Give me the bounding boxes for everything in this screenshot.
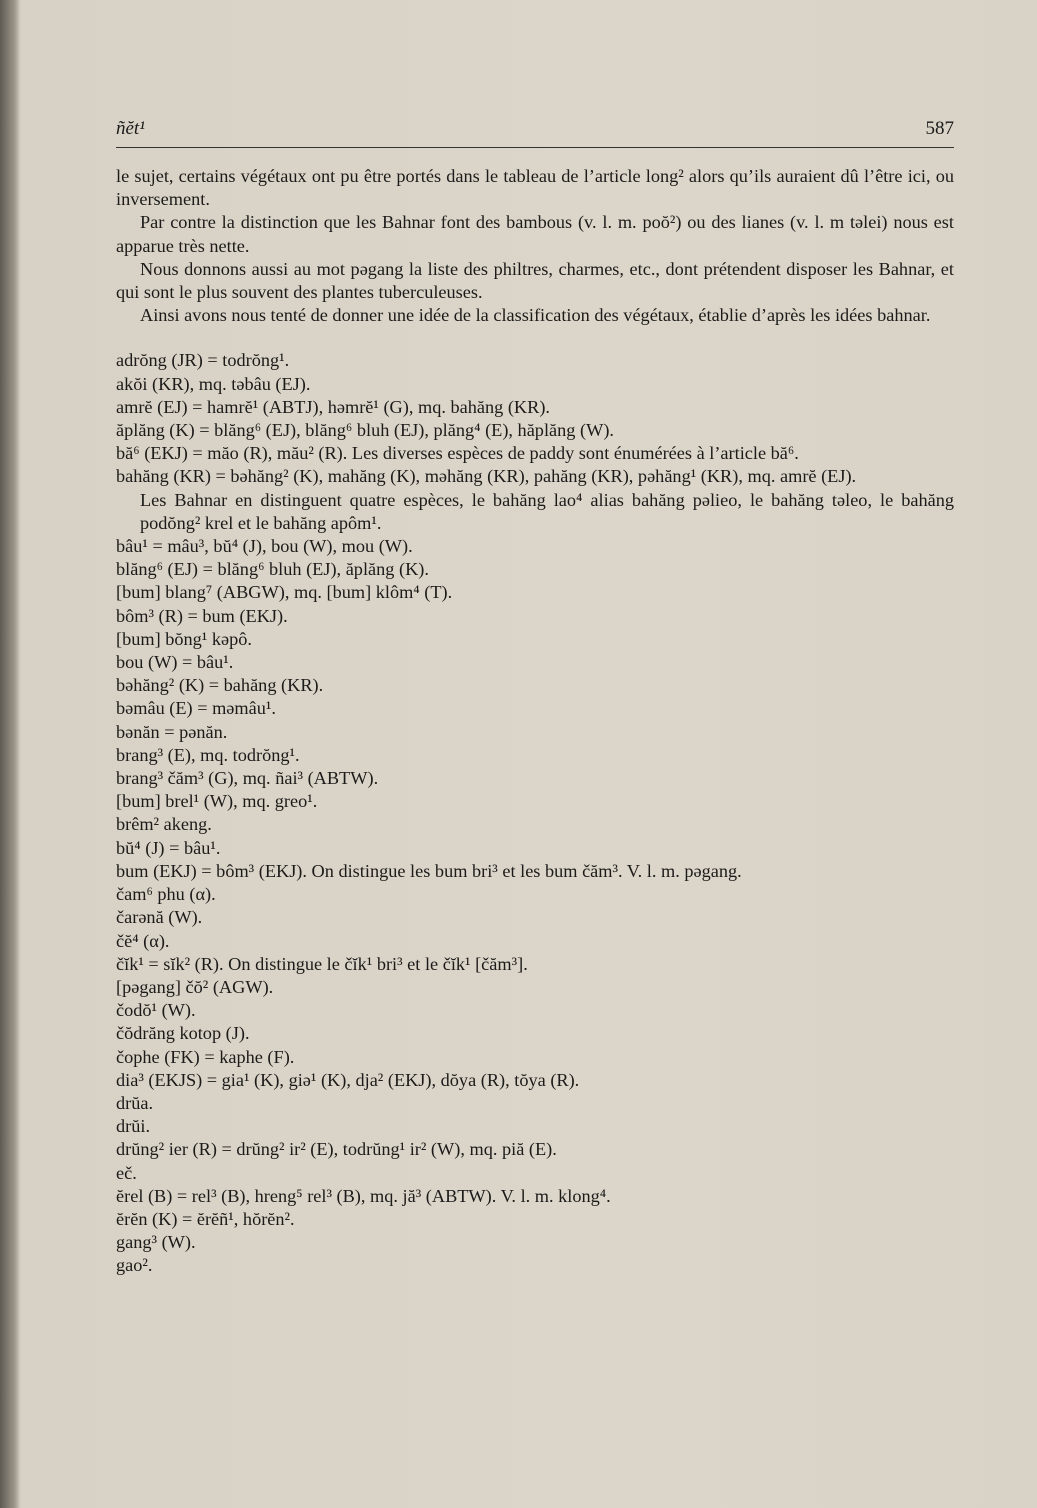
dictionary-entry: bôm³ (R) = bum (EKJ).	[116, 605, 288, 626]
dictionary-entry: ăplăng (K) = blăng⁶ (EJ), blăng⁶ bluh (EJ), plăng⁴ (E), hăplăng (W).	[116, 420, 614, 441]
dictionary-entry: brang³ čăm³ (G), mq. ñai³ (ABTW).	[116, 768, 379, 789]
paragraph: Nous donnons aussi au mot pəgang la liste des philtres, charmes, etc., dont prétendent disposer les Bahnar, et qui sont le plus souvent des plantes tuberculeuses.	[116, 258, 954, 303]
dictionary-entry: bənăn = pənăn.	[116, 721, 228, 742]
dictionary-entry: akŏi (KR), mq. təbâu (EJ).	[116, 373, 311, 394]
page-gutter	[0, 0, 20, 1508]
dictionary-entry: bŭ⁴ (J) = bâu¹.	[116, 837, 221, 858]
dictionary-entry: [pəgang] čŏ² (AGW).	[116, 976, 274, 997]
dictionary-entry: čodŏ¹ (W).	[116, 1000, 196, 1021]
dictionary-entry: ĕrel (B) = rel³ (B), hreng⁵ rel³ (B), mq. jă³ (ABTW). V. l. m. klong⁴.	[116, 1185, 611, 1206]
paragraph: Ainsi avons nous tenté de donner une idée de la classification des végétaux, établie d’après les idées bahnar.	[140, 305, 931, 326]
dictionary-entry: čĕ⁴ (α).	[116, 930, 170, 951]
dictionary-entry: bəmâu (E) = məmâu¹.	[116, 698, 276, 719]
dictionary-entry: drŭi.	[116, 1116, 151, 1137]
dictionary-entry: gao².	[116, 1255, 153, 1276]
dictionary-entry: blăng⁶ (EJ) = blăng⁶ bluh (EJ), ăplăng (K).	[116, 559, 429, 580]
dictionary-entry: bum (EKJ) = bôm³ (EKJ). On distingue les bum bri³ et les bum čăm³. V. l. m. pəgang.	[116, 860, 742, 881]
dictionary-entry: brêm² akeng.	[116, 814, 212, 835]
dictionary-entry: adrŏng (JR) = todrŏng¹.	[116, 350, 290, 371]
running-head: ñĕt¹	[116, 118, 145, 139]
paragraph: Par contre la distinction que les Bahnar font des bambous (v. l. m. poŏ²) ou des lianes (v. l. m təlei) nous est apparue très nette.	[116, 212, 954, 256]
dictionary-entry: bou (W) = bâu¹.	[116, 652, 234, 673]
dictionary-entry: bă⁶ (EKJ) = măo (R), mău² (R). Les diverses espèces de paddy sont énumérées à l’article bă⁶.	[116, 443, 799, 464]
dictionary-entry: čŏdrăng kotop (J).	[116, 1023, 250, 1044]
dictionary-entry: bahăng (KR) = bəhăng² (K), mahăng (K), məhăng (KR), pahăng (KR), pəhăng¹ (KR), mq. amrĕ (EJ).	[116, 466, 857, 487]
dictionary-entry: bâu¹ = mâu³, bŭ⁴ (J), bou (W), mou (W).	[116, 536, 413, 557]
dictionary-entry: [bum] brel¹ (W), mq. greo¹.	[116, 791, 318, 812]
dictionary-entry: drŭa.	[116, 1092, 154, 1113]
dictionary-entry: čophe (FK) = kaphe (F).	[116, 1046, 295, 1067]
dictionary-entry: čĭk¹ = sĭk² (R). On distingue le čĭk¹ bri³ et le čĭk¹ [čăm³].	[116, 953, 528, 974]
dictionary-entry: čarənă (W).	[116, 907, 203, 928]
dictionary-entry: drŭng² ier (R) = drŭng² ir² (E), todrŭng¹ ir² (W), mq. piă (E).	[116, 1139, 557, 1160]
dictionary-entry: čam⁶ phu (α).	[116, 884, 216, 905]
dictionary-entry: ĕrĕn (K) = ĕrĕñ¹, hŏrĕn².	[116, 1208, 295, 1229]
dictionary-entry: amrĕ (EJ) = hamrĕ¹ (ABTJ), həmrĕ¹ (G), mq. bahăng (KR).	[116, 396, 550, 417]
dictionary-entry: brang³ (E), mq. todrŏng¹.	[116, 744, 300, 765]
section-gap	[116, 327, 954, 349]
dictionary-entry: [bum] bŏng¹ kəpô.	[116, 628, 252, 649]
dictionary-entry: [bum] blang⁷ (ABGW), mq. [bum] klôm⁴ (T).	[116, 582, 453, 603]
page-number: 587	[925, 118, 954, 139]
paragraph: le sujet, certains végétaux ont pu être portés dans le tableau de l’article long² alors qu’ils auraient dû l’être ici, ou inversement.	[116, 166, 954, 210]
header-rule	[116, 147, 954, 148]
dictionary-entry: dia³ (EKJS) = gia¹ (K), giə¹ (K), dja² (EKJ), dŏya (R), tŏya (R).	[116, 1069, 580, 1090]
body-text	[116, 165, 954, 1278]
entry-note: Les Bahnar en distinguent quatre espèces, le bahăng lao⁴ alias bahăng pəlieo, le bahăng təleo, le bahăng podŏng² krel et le bahăng apôm¹.	[140, 489, 954, 533]
dictionary-entry: eč.	[116, 1162, 137, 1183]
dictionary-entry: bəhăng² (K) = bahăng (KR).	[116, 675, 324, 696]
running-header	[116, 118, 954, 148]
dictionary-entry: gang³ (W).	[116, 1232, 196, 1253]
